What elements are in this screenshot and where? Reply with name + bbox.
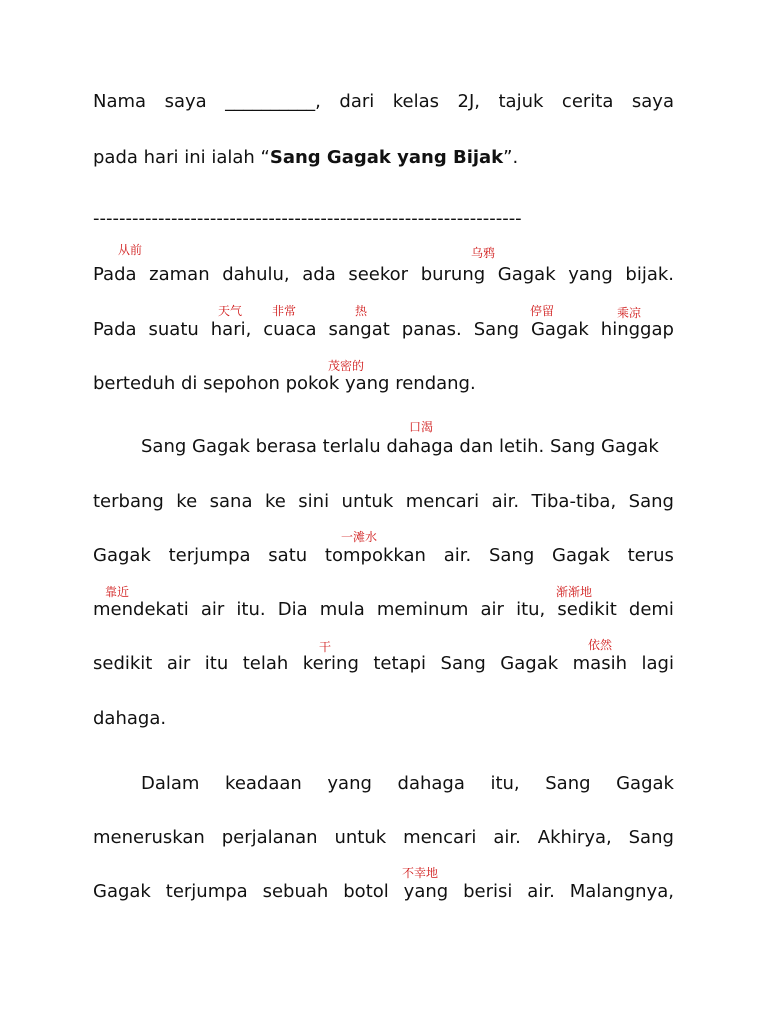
story-line-9: dahaga. bbox=[93, 708, 167, 729]
word: 2J, bbox=[457, 91, 480, 112]
story-line-2 bbox=[93, 318, 674, 342]
word: yang bbox=[568, 264, 613, 285]
story-title: Sang Gagak yang Bijak bbox=[269, 147, 504, 168]
word: cuaca bbox=[263, 319, 317, 340]
separator-line: ------------------------------------------------------------------ bbox=[93, 208, 522, 229]
word: meneruskan bbox=[93, 827, 205, 848]
word: __________, bbox=[225, 91, 321, 112]
word: hinggap bbox=[600, 319, 674, 340]
word: bijak. bbox=[625, 264, 674, 285]
word: untuk bbox=[334, 827, 387, 848]
word: sedikit bbox=[557, 599, 617, 620]
word: seekor bbox=[348, 264, 409, 285]
word: berisi bbox=[463, 881, 513, 902]
word: Gagak bbox=[93, 545, 151, 566]
intro-line-1 bbox=[93, 90, 674, 114]
word: mencari bbox=[405, 491, 480, 512]
story-line-7 bbox=[93, 598, 674, 622]
word: keadaan bbox=[225, 773, 302, 794]
word: tajuk bbox=[498, 91, 544, 112]
word: air. bbox=[443, 545, 472, 566]
word: Gagak bbox=[93, 881, 151, 902]
word: itu. bbox=[236, 599, 266, 620]
word: ada bbox=[302, 264, 336, 285]
word: yang bbox=[327, 773, 372, 794]
story-line-1 bbox=[93, 263, 674, 287]
word: perjalanan bbox=[221, 827, 318, 848]
gloss-dahulu: 从前 bbox=[118, 243, 143, 257]
word: saya bbox=[164, 91, 207, 112]
word: mula bbox=[319, 599, 365, 620]
intro-suffix: ”. bbox=[503, 147, 519, 168]
word: itu bbox=[204, 653, 229, 674]
word: itu, bbox=[516, 599, 546, 620]
word: air. bbox=[493, 827, 521, 848]
word: botol bbox=[343, 881, 389, 902]
intro-line-2 bbox=[93, 146, 674, 170]
word: untuk bbox=[341, 491, 394, 512]
story-line-8 bbox=[93, 652, 674, 676]
word: Pada bbox=[93, 319, 137, 340]
word: Gagak bbox=[500, 653, 559, 674]
story-line-4: Sang Gagak berasa terlalu dahaga dan letih. Sang Gagak bbox=[141, 436, 659, 457]
story-line-12 bbox=[93, 880, 674, 904]
gloss-hinggap: 停留 bbox=[530, 304, 555, 318]
gloss-malangnya: 不幸地 bbox=[402, 866, 439, 880]
word: air. bbox=[527, 881, 555, 902]
word: kering bbox=[302, 653, 359, 674]
word: terjumpa bbox=[165, 881, 248, 902]
word: terjumpa bbox=[168, 545, 251, 566]
word: Akhirya, bbox=[537, 827, 612, 848]
word: dahaga bbox=[397, 773, 465, 794]
gloss-rendang: 茂密的 bbox=[328, 359, 365, 373]
word: zaman bbox=[149, 264, 210, 285]
word: cerita bbox=[561, 91, 614, 112]
word: air bbox=[166, 653, 191, 674]
gloss-sangat: 非常 bbox=[272, 304, 297, 318]
word: Sang bbox=[628, 827, 674, 848]
word: Gagak bbox=[616, 773, 674, 794]
word: Gagak bbox=[497, 264, 556, 285]
word: Malangnya, bbox=[569, 881, 674, 902]
intro-prefix: pada hari ini ialah “ bbox=[93, 147, 270, 168]
word: Sang bbox=[440, 653, 486, 674]
word: dahulu, bbox=[222, 264, 290, 285]
word: Sang bbox=[545, 773, 591, 794]
word: burung bbox=[420, 264, 486, 285]
word: sana bbox=[209, 491, 253, 512]
story-line-10 bbox=[141, 772, 674, 796]
gloss-dahaga: 口渴 bbox=[409, 420, 434, 434]
word: mendekati bbox=[93, 599, 189, 620]
gloss-berteduh: 乘凉 bbox=[617, 306, 642, 320]
word: Dalam bbox=[141, 773, 200, 794]
word: Sang bbox=[473, 319, 520, 340]
word: hari, bbox=[210, 319, 252, 340]
word: dari bbox=[339, 91, 375, 112]
word: yang bbox=[403, 881, 449, 902]
gloss-tompokkan: 一滩水 bbox=[341, 530, 378, 544]
gloss-panas: 热 bbox=[355, 304, 368, 318]
word: terus bbox=[627, 545, 674, 566]
word: itu, bbox=[490, 773, 520, 794]
gloss-kering: 干 bbox=[319, 640, 332, 654]
story-line-6 bbox=[93, 544, 674, 568]
word: Dia bbox=[277, 599, 308, 620]
word: Tiba-tiba, bbox=[531, 491, 617, 512]
word: tompokkan bbox=[324, 545, 426, 566]
gloss-gagak: 乌鸦 bbox=[471, 246, 496, 260]
word: air bbox=[200, 599, 225, 620]
word: Sang bbox=[628, 491, 674, 512]
word: ke bbox=[264, 491, 286, 512]
story-line-11 bbox=[93, 826, 674, 850]
word: sebuah bbox=[262, 881, 329, 902]
word: Pada bbox=[93, 264, 137, 285]
word: lagi bbox=[641, 653, 674, 674]
word: panas. bbox=[401, 319, 462, 340]
word: air. bbox=[491, 491, 520, 512]
gloss-masih: 依然 bbox=[588, 638, 613, 652]
word: Nama bbox=[93, 91, 147, 112]
word: sedikit bbox=[93, 653, 153, 674]
word: terbang bbox=[93, 491, 164, 512]
word: Gagak bbox=[530, 319, 589, 340]
story-line-3: berteduh di sepohon pokok yang rendang. bbox=[93, 373, 476, 394]
gloss-hari: 天气 bbox=[218, 304, 243, 318]
word: masih bbox=[572, 653, 627, 674]
word: sini bbox=[298, 491, 330, 512]
story-line-5 bbox=[93, 490, 674, 514]
word: Sang bbox=[488, 545, 535, 566]
word: kelas bbox=[392, 91, 440, 112]
word: air bbox=[480, 599, 504, 620]
word: suatu bbox=[148, 319, 199, 340]
gloss-sedikit-demi: 渐渐地 bbox=[556, 585, 593, 599]
word: meminum bbox=[376, 599, 469, 620]
word: telah bbox=[242, 653, 289, 674]
word: satu bbox=[268, 545, 308, 566]
gloss-mendekati: 靠近 bbox=[105, 585, 130, 599]
word: sangat bbox=[328, 319, 390, 340]
word: Gagak bbox=[552, 545, 610, 566]
word: ke bbox=[176, 491, 198, 512]
word: tetapi bbox=[373, 653, 427, 674]
word: saya bbox=[631, 91, 674, 112]
word: mencari bbox=[403, 827, 477, 848]
word: demi bbox=[628, 599, 674, 620]
